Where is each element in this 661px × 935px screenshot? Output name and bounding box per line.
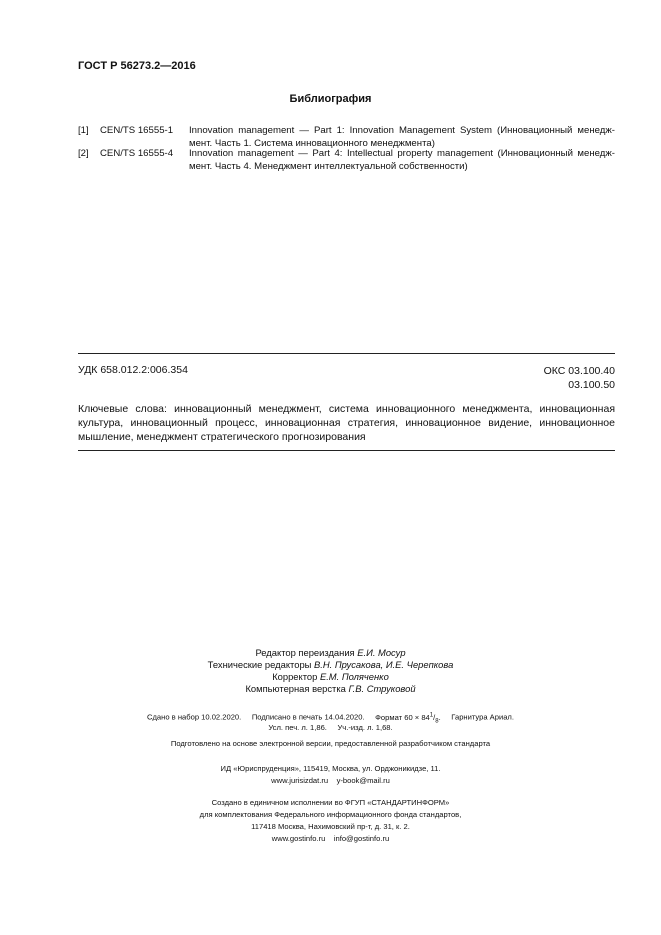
tech-label: Технические редакторы — [207, 659, 312, 670]
entry-number: [1] — [78, 125, 89, 136]
publisher-address: ИД «Юриспруденция», 115419, Москва, ул. Орджоникидзе, 11. — [220, 764, 441, 773]
editor-name: Е.И. Мосур — [357, 647, 406, 658]
prepared-note: Подготовлено на основе электронной версии, предоставленной разработчиком стандарта — [170, 739, 491, 748]
publisher-site: www.jurisizdat.ru — [271, 776, 329, 785]
oks-line-1: ОКС 03.100.40 — [543, 365, 615, 377]
oks-line-2: 03.100.50 — [568, 379, 615, 391]
publisher-email: y-book@mail.ru — [336, 776, 390, 785]
entry-number: [2] — [78, 148, 89, 159]
bibliography-title: Библиография — [289, 93, 372, 105]
publication-sheets: Уч.-изд. л. 1,68. — [337, 723, 393, 732]
entry-code: CEN/TS 16555-4 — [100, 148, 174, 159]
tech-names: В.Н. Прусакова, И.Е. Черепкова — [314, 659, 454, 670]
imprint-line-2 — [0, 722, 661, 734]
credit-corrector — [0, 671, 661, 683]
format: Формат $60 \times 84^1/_8$. — [375, 712, 441, 725]
producer-line-2: для комплектования Федерального информационного фонда стандартов, — [199, 810, 462, 819]
corrector-name: Е.М. Поляченко — [319, 671, 389, 682]
oks-codes — [544, 364, 615, 392]
corrector-label: Корректор — [272, 671, 318, 682]
print-sheets: Усл. печ. л. 1,86. — [268, 723, 327, 732]
producer-line-1: Создано в единичном исполнении во ФГУП «СТАНДАРТИНФОРМ» — [211, 798, 450, 807]
typeset-date: Сдано в набор 10.02.2020. — [147, 712, 242, 722]
credit-editor — [0, 647, 661, 659]
keywords: Ключевые слова: инновационный менеджмент, система инновационного менеджмента, инновационная культура, инновационный процесс, инновационная стратегия, инновационное видение, инновационное мышление, менеджмент стратегического прогнозирования — [78, 403, 615, 443]
entry-text: Innovation management — Part 4: Intellectual property management (Инновационный менедж-мент. Часть 4. Менеджмент интеллектуальной собственности) — [189, 148, 615, 172]
divider-top — [78, 353, 615, 354]
layout-name: Г.В. Струковой — [348, 683, 416, 694]
publisher-contacts — [0, 775, 661, 787]
layout-label: Компьютерная верстка — [245, 683, 346, 694]
standard-number: ГОСТ Р 56273.2—2016 — [78, 60, 196, 72]
producer-contacts — [0, 833, 661, 845]
producer-address: 117418 Москва, Нахимовский пр-т, д. 31, к. 2. — [251, 822, 410, 831]
entry-code: CEN/TS 16555-1 — [100, 125, 174, 136]
producer-site: www.gostinfo.ru — [271, 834, 326, 843]
credit-layout — [0, 683, 661, 695]
producer-email: info@gostinfo.ru — [333, 834, 390, 843]
divider-bottom — [78, 450, 615, 451]
entry-text: Innovation management — Part 1: Innovation Management System (Инновационный менедж-мент. Часть 1. Система инновационного менеджмента) — [189, 125, 615, 149]
bibliography-entry — [78, 147, 615, 173]
credit-tech-editors — [0, 659, 661, 671]
udk-code: УДК 658.012.2:006.354 — [78, 364, 188, 376]
typeface: Гарнитура Ариал. — [451, 712, 514, 722]
signed-date: Подписано в печать 14.04.2020. — [251, 712, 365, 722]
editor-label: Редактор переиздания — [255, 647, 355, 658]
